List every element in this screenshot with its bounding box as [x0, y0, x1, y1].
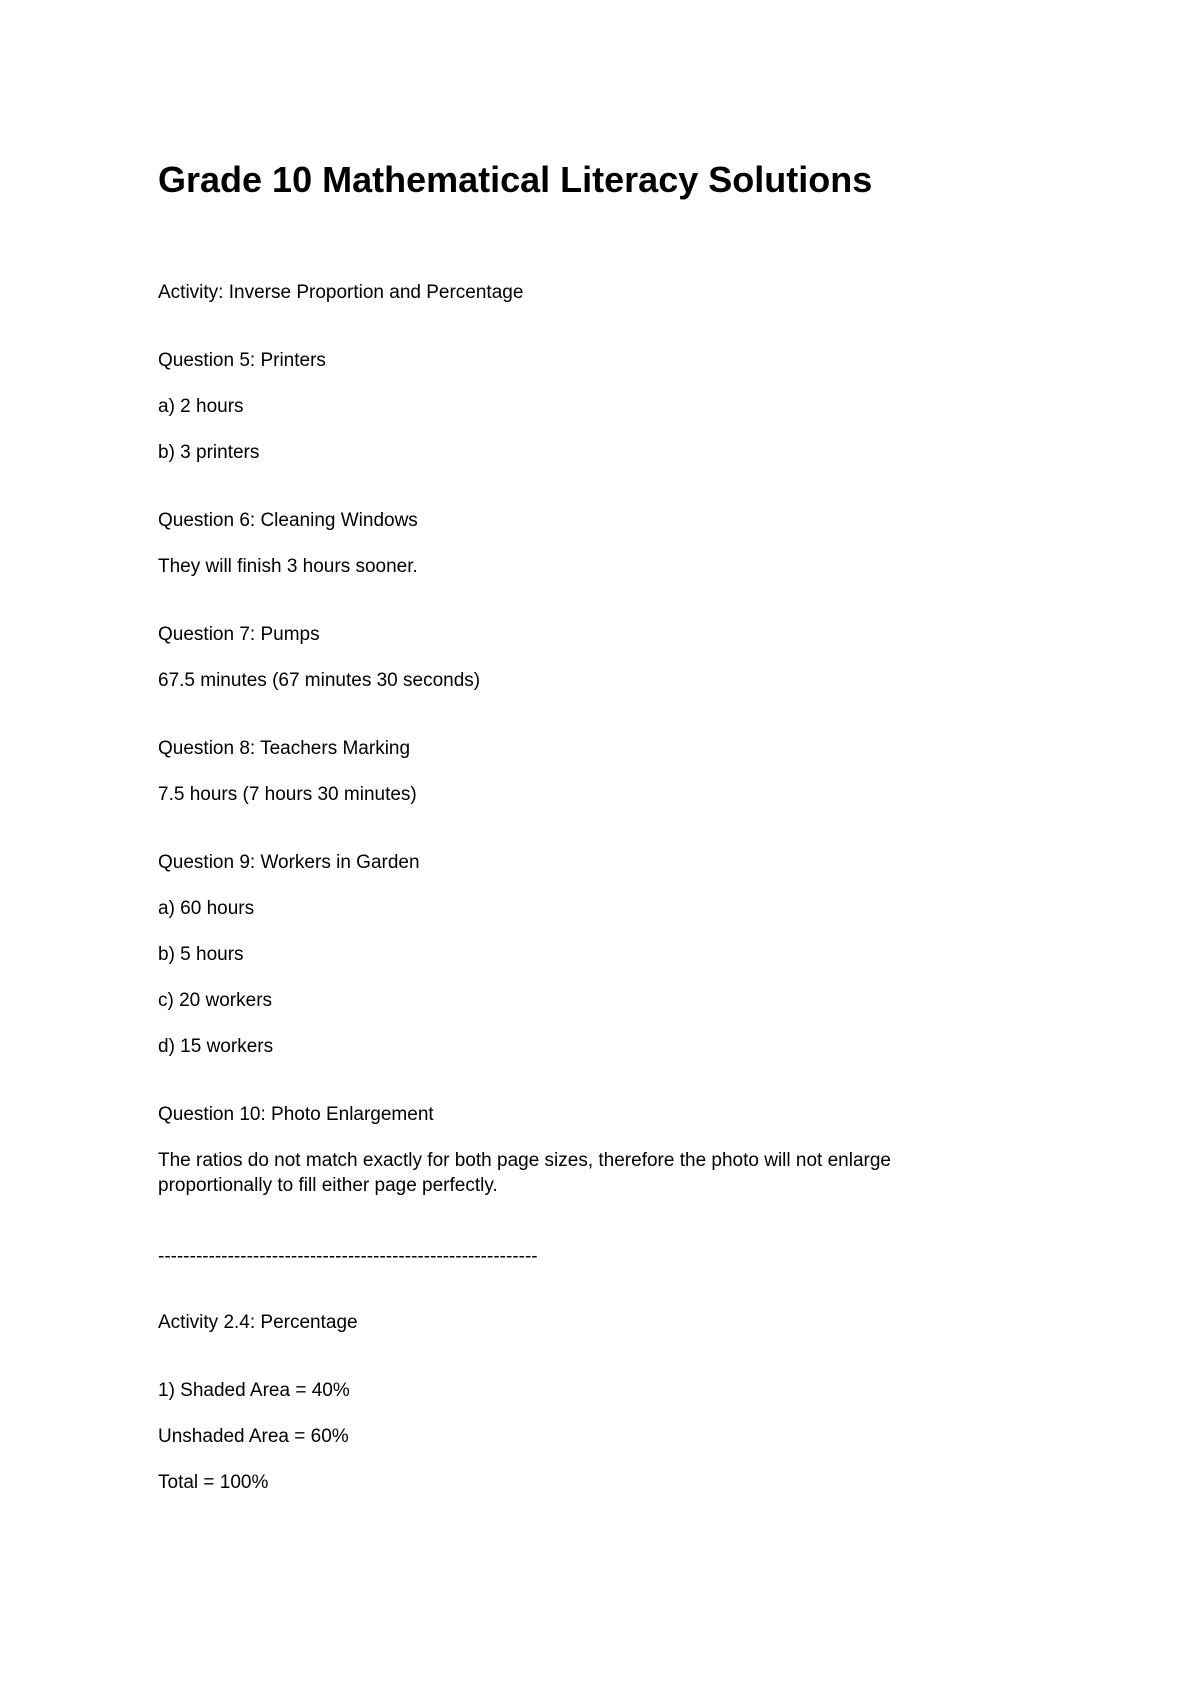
activity-2-4-shaded-area: 1) Shaded Area = 40% — [158, 1380, 350, 1401]
question-9-answer-b: b) 5 hours — [158, 944, 244, 965]
question-9-answer-a: a) 60 hours — [158, 898, 255, 919]
activity-2-4-total: Total = 100% — [158, 1472, 269, 1493]
question-6-answer: They will finish 3 hours sooner. — [158, 556, 418, 577]
activity-2-4-heading: Activity 2.4: Percentage — [158, 1312, 358, 1333]
question-10-heading: Question 10: Photo Enlargement — [158, 1104, 434, 1125]
section-separator: ------------------------------------------------------------ — [158, 1246, 538, 1267]
question-9-answer-d: d) 15 workers — [158, 1036, 274, 1057]
question-8-answer: 7.5 hours (7 hours 30 minutes) — [158, 784, 417, 805]
question-5-answer-b: b) 3 printers — [158, 442, 260, 463]
question-10-answer: The ratios do not match exactly for both page sizes, therefore the photo will not enlarge proportionally to fill either page perfectly. — [158, 1150, 891, 1196]
question-7-answer: 67.5 minutes (67 minutes 30 seconds) — [158, 670, 481, 691]
question-5-answer-a: a) 2 hours — [158, 396, 244, 417]
question-5-heading: Question 5: Printers — [158, 350, 326, 371]
activity-heading: Activity: Inverse Proportion and Percentage — [158, 282, 524, 303]
activity-2-4-unshaded-area: Unshaded Area = 60% — [158, 1426, 349, 1447]
question-8-heading: Question 8: Teachers Marking — [158, 738, 411, 759]
question-9-heading: Question 9: Workers in Garden — [158, 852, 420, 873]
question-6-heading: Question 6: Cleaning Windows — [158, 510, 418, 531]
page-title: Grade 10 Mathematical Literacy Solutions — [158, 159, 873, 200]
question-9-answer-c: c) 20 workers — [158, 990, 273, 1011]
question-7-heading: Question 7: Pumps — [158, 624, 320, 645]
